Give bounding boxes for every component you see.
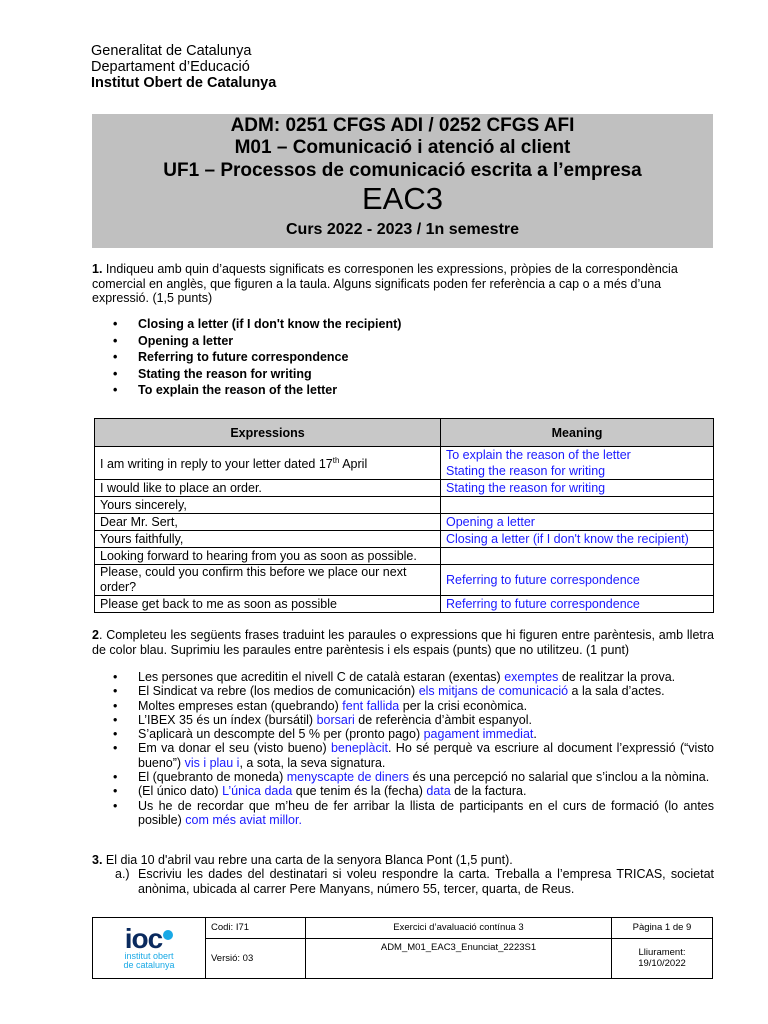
header-meaning: Meaning (441, 419, 714, 447)
meaning-cell: Referring to future correspondence (441, 565, 714, 596)
question-1-text: Indiqueu amb quin d’aquests significats es corresponen les expressions, pròpies de la correspondència comercial en anglès, que figuren a la taula. Alguns significats poden fer referència a cap o a més d’una expressió. (1,5 punts) (92, 262, 678, 305)
question-2 (92, 628, 714, 657)
question-1 (92, 262, 714, 306)
question-3a-label: a.) (115, 867, 130, 881)
footer-version: Versió: 03 (206, 938, 306, 978)
course-code: ADM: 0251 CFGS ADI / 0252 CFGS AFI (230, 115, 575, 136)
answer-text: com més aviat millor. (185, 812, 302, 827)
logo (93, 918, 206, 979)
expressions-table (94, 418, 714, 613)
list-item: • Moltes empreses estan (quebrando) fent fallida per la crisi econòmica. (92, 699, 714, 713)
logo-text: ioc (124, 923, 163, 954)
question-1-number: 1. (92, 262, 103, 276)
expression-cell: Please get back to me as soon as possible (95, 596, 441, 613)
footer-delivery (612, 938, 713, 978)
meaning-cell (441, 497, 714, 514)
unit-title: UF1 – Processos de comunicació escrita a l’empresa (163, 160, 642, 181)
answer-text: els mitjans de comunicació (418, 684, 569, 699)
institution-line-1: Generalitat de Catalunya (91, 43, 252, 59)
list-item: • El Sindicat va rebre (los medios de comunicación) els mitjans de comunicació a la sala d’actes. (92, 684, 714, 698)
table-header-row (95, 419, 714, 447)
table-row (95, 497, 714, 514)
course-year: Curs 2022 - 2023 / 1n semestre (285, 221, 520, 238)
meaning-options (92, 316, 401, 399)
footer-delivery-date: 19/10/2022 (638, 958, 686, 970)
module-title: M01 – Comunicació i atenció al client (234, 137, 571, 158)
answer-text: fent fallida (342, 698, 400, 713)
footer-table (92, 917, 713, 979)
meaning-cell (441, 548, 714, 565)
list-item: • Les persones que acreditin el nivell C de català estaran (exentas) exemptes de realitzar la prova. (92, 670, 714, 684)
footer-code: Codi: I71 (206, 918, 306, 939)
meaning-option: • Stating the reason for writing (92, 366, 401, 383)
table-row (95, 565, 714, 596)
question-3a-text: Escriviu les dades del destinatari si voleu respondre la carta. Treballa a l’empresa TRICAS, societat anònima, ubicada al carrer Pere Manyans, número 55, tercer, quarta, de Reus. (138, 867, 714, 896)
meaning-cell: Stating the reason for writing (441, 480, 714, 497)
question-3-text: El dia 10 d'abril vau rebre una carta de la senyora Blanca Pont (1,5 punt). (102, 853, 513, 867)
expression-text-end: April (339, 457, 368, 472)
title-box (92, 114, 713, 248)
expression-cell: Looking forward to hearing from you as soon as possible. (95, 548, 441, 565)
header-expressions: Expressions (95, 419, 441, 447)
answer-text: pagament immediat (423, 727, 534, 742)
meaning-cell: Closing a letter (if I don't know the recipient) (441, 531, 714, 548)
table-row (95, 514, 714, 531)
answer-text: L’única dada (222, 784, 293, 799)
footer-delivery-label: Lliurament: (638, 947, 686, 959)
superscript: th (332, 456, 340, 466)
answer-text: data (426, 784, 451, 799)
list-item: • Em va donar el seu (visto bueno) beneplàcit. Ho sé perquè va escriure al document l’expressió (“visto bueno”) vis i plau i, a sota, la seva signatura. (92, 741, 714, 770)
logo-subtitle-1: institut obert (124, 951, 174, 961)
meaning-option: • To explain the reason of the letter (92, 382, 401, 399)
question-3a (115, 867, 714, 896)
meaning-cell: Referring to future correspondence (441, 596, 714, 613)
expression-cell: I would like to place an order. (95, 480, 441, 497)
expression-cell (95, 447, 441, 480)
institution-header (91, 43, 276, 91)
footer-page: Pàgina 1 de 9 (612, 918, 713, 939)
question-2-text: . Completeu les següents frases traduint les paraules o expressions que hi figuren entre parèntesis, amb lletra de color blau. Suprimiu les paraules entre parèntesis i els espais (punts) que no utilitzeu. (1 punt) (92, 628, 714, 657)
expression-cell: Dear Mr. Sert, (95, 514, 441, 531)
list-item: • L’IBEX 35 és un índex (bursátil) borsari de referència d’àmbit espanyol. (92, 713, 714, 727)
list-item: • El (quebranto de moneda) menyscapte de diners és una percepció no salarial que s’inclou a la nòmina. (92, 770, 714, 784)
expression-cell: Yours sincerely, (95, 497, 441, 514)
table-row (95, 548, 714, 565)
table-row (95, 596, 714, 613)
answer-text: beneplàcit (330, 741, 388, 756)
question-3 (92, 853, 714, 868)
meaning-answer: Stating the reason for writing (446, 464, 606, 478)
institution-line-3: Institut Obert de Catalunya (91, 75, 277, 91)
list-item: • S’aplicarà un descompte del 5 % per (pronto pago) pagament immediat. (92, 727, 714, 741)
meaning-cell: Opening a letter (441, 514, 714, 531)
assignment-title: EAC3 (362, 181, 443, 216)
question-2-number: 2 (92, 628, 99, 642)
meaning-option: • Referring to future correspondence (92, 349, 401, 366)
logo-subtitle-2: de catalunya (123, 960, 175, 970)
expression-cell: Yours faithfully, (95, 531, 441, 548)
expression-text: I am writing in reply to your letter dated 17 (100, 457, 333, 472)
institution-line-2: Departament d’Educació (91, 59, 250, 75)
question-3-number: 3. (92, 853, 103, 867)
translation-items (92, 670, 714, 827)
table-row (95, 531, 714, 548)
meaning-cell (441, 447, 714, 480)
footer-filename: ADM_M01_EAC3_Enunciat_2223S1 (306, 938, 612, 978)
table-row (95, 480, 714, 497)
meaning-answer: To explain the reason of the letter (446, 448, 631, 462)
logo-dot-icon (163, 930, 173, 940)
meaning-option: • Opening a letter (92, 333, 401, 350)
expression-cell: Please, could you confirm this before we place our next order? (95, 565, 441, 596)
table-row (95, 447, 714, 480)
answer-text: exemptes (504, 670, 559, 684)
footer-exercise: Exercici d’avaluació contínua 3 (306, 918, 612, 939)
answer-text: borsari (316, 712, 355, 727)
list-item: • Us he de recordar que m’heu de fer arribar la llista de participants en el curs de formació (lo antes posible) com més aviat millor. (92, 799, 714, 828)
answer-text: menyscapte de diners (286, 770, 410, 785)
list-item: • (El único dato) L’única dada que tenim és la (fecha) data de la factura. (92, 784, 714, 798)
meaning-option: • Closing a letter (if I don't know the recipient) (92, 316, 401, 333)
answer-text: vis i plau i (184, 755, 240, 770)
